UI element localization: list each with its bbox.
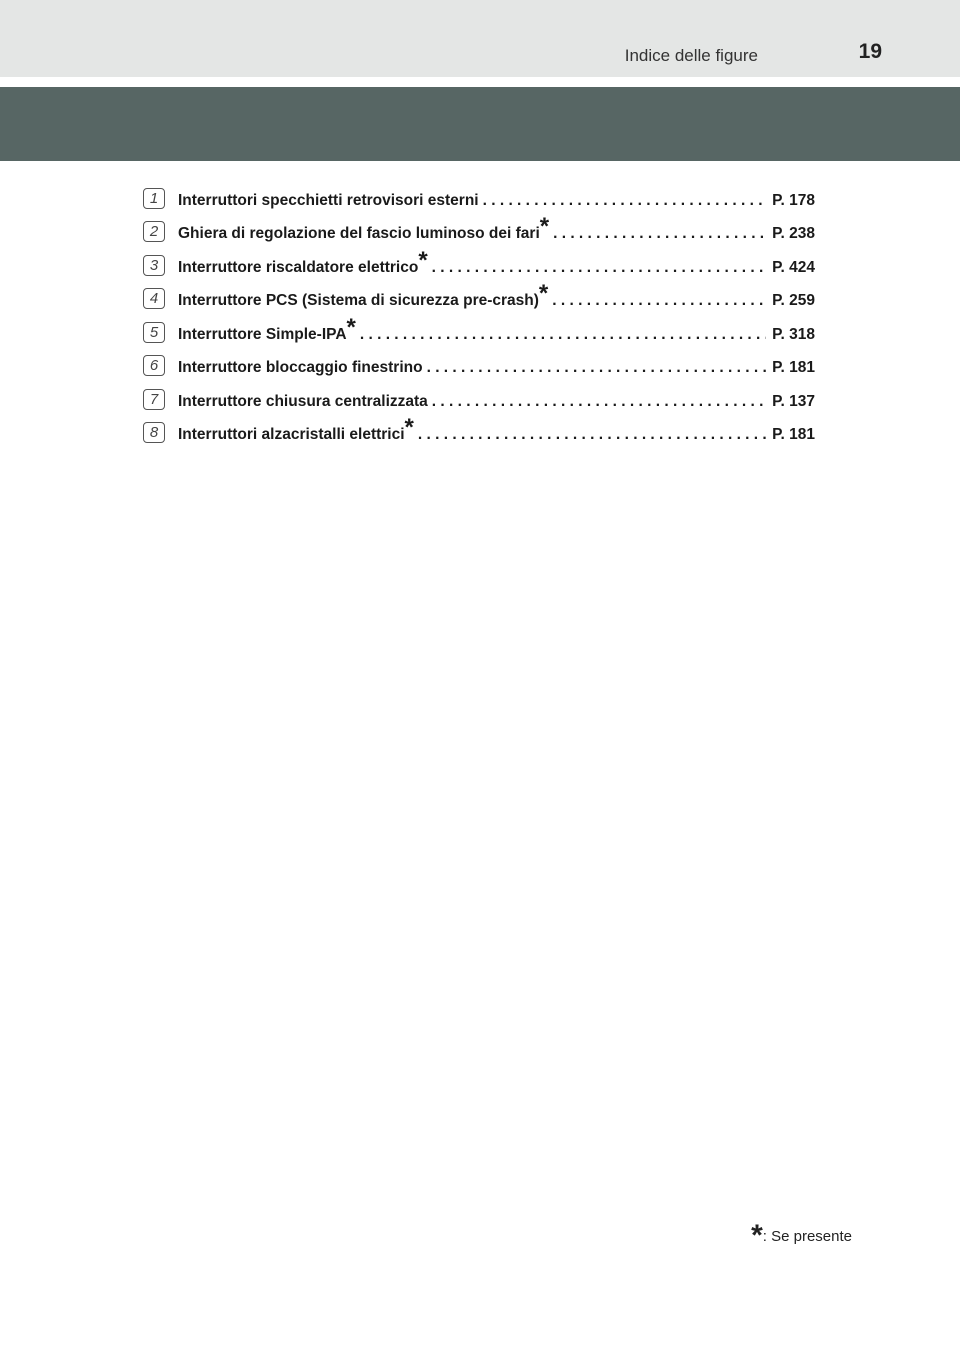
entry-number-badge: 3 [143, 255, 165, 276]
footnote-star-symbol: * [751, 1219, 763, 1252]
entry-number-badge: 7 [143, 389, 165, 410]
entry-number-badge: 1 [143, 188, 165, 209]
entry-number-badge: 5 [143, 322, 165, 343]
page-reference[interactable]: P. 259 [772, 292, 815, 309]
image-placeholder-band [0, 87, 960, 161]
footnote-star: * [538, 280, 549, 307]
index-entry-4[interactable] [143, 277, 815, 311]
index-entry-1[interactable] [143, 176, 815, 210]
figure-index-list [143, 176, 815, 444]
page-reference[interactable]: P. 424 [772, 258, 815, 276]
index-entry-5[interactable] [143, 310, 815, 344]
page-reference[interactable]: P. 318 [772, 325, 815, 343]
entry-label: Interruttori specchietti retrovisori esterni [178, 191, 479, 209]
entry-number-badge: 6 [143, 355, 165, 376]
dot-leader [423, 359, 767, 377]
page-reference[interactable]: P. 181 [772, 426, 815, 443]
index-entry-8[interactable] [143, 411, 815, 445]
footnote [751, 1219, 852, 1252]
dot-leader [549, 225, 766, 243]
entry-label: Interruttore PCS (Sistema di sicurezza pre-crash)* [178, 280, 549, 309]
index-entry-6[interactable] [143, 344, 815, 378]
page-reference[interactable]: P. 137 [772, 392, 815, 410]
page-reference[interactable]: P. 181 [772, 359, 815, 376]
page-reference[interactable]: P. 238 [772, 225, 815, 242]
dot-leader [428, 393, 766, 411]
dot-leader [356, 326, 766, 344]
dot-leader [414, 426, 766, 444]
footnote-text: : Se presente [762, 1228, 852, 1245]
header-band [0, 0, 960, 77]
entry-label: Interruttore bloccaggio finestrino [178, 359, 423, 376]
entry-label: Interruttori alzacristalli elettrici* [178, 414, 414, 443]
dot-leader [548, 292, 766, 310]
index-entry-7[interactable] [143, 377, 815, 411]
footnote-star: * [539, 213, 550, 240]
index-entry-2[interactable] [143, 210, 815, 244]
entry-label: Interruttore Simple-IPA* [178, 313, 356, 343]
entry-number-badge: 8 [143, 422, 165, 443]
page-number: 19 [858, 40, 882, 63]
dot-leader [479, 192, 767, 210]
dot-leader [428, 259, 767, 277]
section-title: Indice delle figure [624, 46, 758, 65]
footnote-star: * [404, 414, 414, 441]
entry-label: Ghiera di regolazione del fascio luminoso dei fari* [178, 213, 550, 242]
entry-number-badge: 4 [143, 288, 165, 309]
footnote-star: * [418, 246, 428, 274]
entry-label: Interruttore riscaldatore elettrico* [178, 246, 428, 276]
entry-number-badge: 2 [143, 221, 165, 242]
entry-label: Interruttore chiusura centralizzata [178, 392, 428, 410]
index-entry-3[interactable] [143, 243, 815, 277]
footnote-star: * [346, 313, 356, 341]
page-reference[interactable]: P. 178 [772, 191, 815, 209]
